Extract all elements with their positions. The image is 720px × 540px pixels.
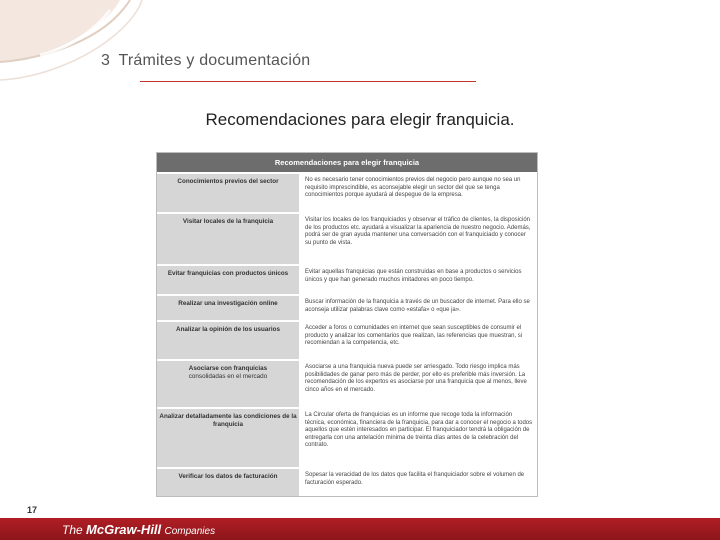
row-text: Acceder a foros o comunidades en internet que sean susceptibles de consumir el producto y analizar los comentarios que realizan, las referencias que muestran, si recomiendan a la competencia, etc.	[299, 322, 537, 359]
section-number: 3	[101, 52, 111, 69]
recommendations-table	[156, 152, 538, 497]
row-text: La Circular oferta de franquicias es un informe que recoge toda la información técnica, económica, financiera de la franquicia, para dar a conocer el negocio a todos aquellos que estén interesados en participar. El franquiciador tendrá la obligación de entregarla con una antelación mínima de treinta días antes de la celebración del contrato.	[299, 409, 537, 467]
row-label: Verificar los datos de facturación	[178, 473, 278, 480]
row-label: Asociarse con franquicias consolidadas en el mercado	[157, 361, 299, 407]
row-text: Buscar información de la franquicia a través de un buscador de internet. Para ello se aconseja utilizar palabras clave como «estafa» o «que ja».	[299, 296, 537, 320]
table-row	[157, 359, 537, 407]
table-row	[157, 407, 537, 467]
row-sublabel: consolidadas en el mercado	[188, 373, 268, 380]
table-row	[157, 467, 537, 496]
table-row	[157, 172, 537, 212]
row-label: Conocimientos previos del sector	[177, 178, 279, 185]
row-text: No es necesario tener conocimientos previos del negocio pero aunque no sea un requisito imprescindible, es aconsejable elegir un sector del que se tenga conocimientos porque ayudará al despegue de la empresa.	[299, 174, 537, 212]
row-label: Analizar detalladamente las condiciones de la franquicia	[159, 413, 297, 428]
title-underline	[140, 81, 476, 82]
row-text: Asociarse a una franquicia nueva puede ser arriesgado. Todo riesgo implica más posibilidades de ganar pero más de perder, por ello es preferible más inversión. La recomendación de los expertos es asociarse por una franquicia que al menos, lleve cinco años en el mercado.	[299, 361, 537, 407]
section-title	[101, 52, 310, 70]
row-label: Analizar la opinión de los usuarios	[176, 326, 280, 333]
table-row	[157, 212, 537, 264]
row-label: Realizar una investigación online	[178, 300, 278, 307]
slide-subtitle: Recomendaciones para elegir franquicia.	[205, 110, 515, 129]
row-label: Visitar locales de la franquicia	[182, 218, 274, 225]
row-text: Visitar los locales de los franquiciados y observar el tráfico de clientes, la disposición de los productos etc. ayudará a visualizar la apariencia de nuestro negocio. Además, podrá ser de gran ayuda mantener una conversación con el franquiciado y conocer su punto de vista.	[299, 214, 537, 264]
row-text: Sopesar la veracidad de los datos que facilita el franquiciador sobre el volumen de facturación esperado.	[299, 469, 537, 496]
table-row	[157, 264, 537, 294]
logo-brand: McGraw-Hill	[86, 522, 162, 537]
section-title-text: Trámites y documentación	[118, 52, 311, 69]
table-header: Recomendaciones para elegir franquicia	[157, 153, 537, 172]
logo-suffix: Companies	[164, 526, 216, 537]
table-row	[157, 294, 537, 320]
row-text: Evitar aquellas franquicias que están construidas en base a productos o servicios únicos y que han generado muchos imitadores en poco tiempo.	[299, 266, 537, 294]
page-number: 17	[27, 505, 38, 515]
row-label: Evitar franquicias con productos únicos	[167, 270, 289, 277]
logo-prefix: The	[62, 523, 83, 537]
footer-bar	[0, 518, 720, 540]
publisher-logo	[62, 522, 215, 537]
table-row	[157, 320, 537, 359]
